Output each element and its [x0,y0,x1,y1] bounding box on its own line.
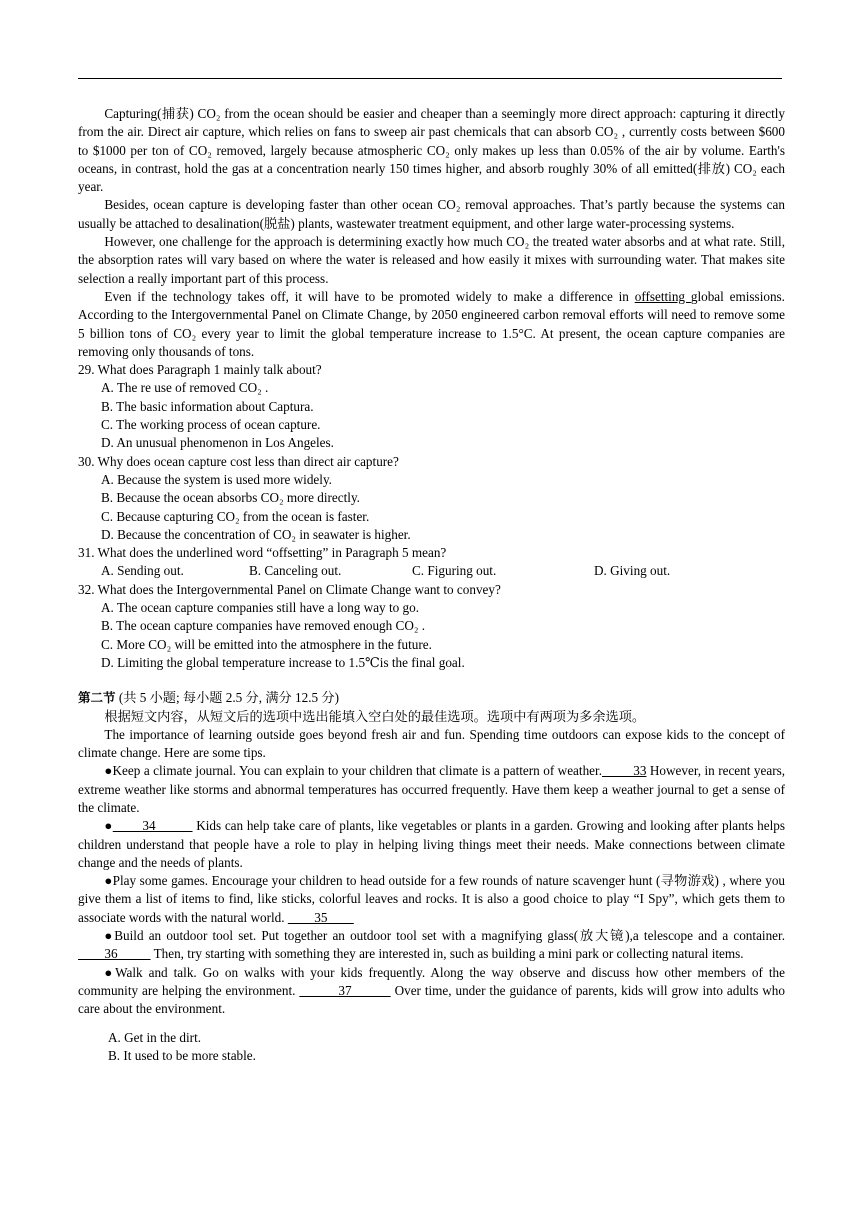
question-29-option-d: D. An unusual phenomenon in Los Angeles. [101,435,334,451]
question-31-option-c: C. Figuring out. [412,563,497,579]
tip-4 [78,927,785,964]
answer-option-b: B. It used to be more stable. [108,1047,256,1063]
section-2-instruction: 根据短文内容，从短文后的选项中选出能填入空白处的最佳选项。选项中有两项为多余选项。 [104,708,646,724]
document-body [78,105,785,1065]
question-29-option-b: B. The basic information about Captura. [101,398,314,414]
section-2-heading [78,689,785,707]
question-32-option-c: C. More CO₂ will be emitted into the atmosphere in the future. [101,636,432,652]
blank-34: 34 [112,818,193,834]
question-31-option-a: A. Sending out. [101,563,184,579]
question-31-option-b: B. Canceling out. [249,563,342,579]
blank-33: 33 [602,763,647,779]
question-30-option-c: C. Because capturing CO₂ from the ocean is faster. [101,508,370,524]
question-31-options [101,562,785,580]
passage-paragraph-3: However, one challenge for the approach is determining exactly how much CO₂ the treated water absorbs and at what rate. Still, the absorption rates will vary based on where the water is released and how easily it mixes with surrounding water. That makes site selection a really important part of this process. [78,234,785,286]
tip-1-text: ●Keep a climate journal. You can explain to your children that climate is a pattern of weather. [104,763,602,779]
answer-option-a: A. Get in the dirt. [108,1029,202,1045]
section-2-intro: The importance of learning outside goes beyond fresh air and fun. Spending time outdoors can expose kids to the concept of climate change. Here are some tips. [78,726,785,761]
blank-37: 37 [299,982,391,998]
tip-3-text: ●Play some games. Encourage your children to head outside for a few rounds of nature scavenger hunt (寻物游戏) , where you give them a list of items to find, like sticks, colorful leaves and rocks. It is also a good choice to play “I Spy”, which gets them to associate words with the natural world. [78,873,785,925]
question-32-stem: 32. What does the Intergovernmental Panel on Climate Change want to convey? [78,581,501,597]
question-30-stem: 30. Why does ocean capture cost less than direct air capture? [78,453,399,469]
section-2-scoring: (共 5 小题; 每小题 2.5 分, 满分 12.5 分) [115,690,339,706]
tip-1-text-after: However, in recent years, extreme weather like storms and abnormal temperatures has occurred frequently. Have them keep a weather journal to get a sense of the climate. [78,763,786,815]
question-29-option-a: A. The re use of removed CO₂ . [101,380,269,396]
tip-4-text-after: Then, try starting with something they are interested in, such as building a mini park or collecting natural items. [150,946,744,962]
tip-5-text-after: Over time, under the guidance of parents, kids will grow into adults who care about the environment. [78,982,785,1017]
question-30-option-d: D. Because the concentration of CO₂ in seawater is higher. [101,526,411,542]
tip-2-bullet: ● [104,818,113,834]
tip-5 [78,964,785,1019]
question-29-stem: 29. What does Paragraph 1 mainly talk about? [78,362,322,378]
tip-5-text: ●Walk and talk. Go on walks with your kids frequently. Along the way observe and discuss how other members of the community are helping the environment. [78,964,785,998]
header-rule [78,78,782,79]
passage-paragraph-2: Besides, ocean capture is developing faster than other ocean CO₂ removal approaches. That’s partly because the systems can usually be attached to desalination(脱盐) plants, wastewater treatment equipment, and other large water-processing systems. [78,197,785,231]
question-31-stem: 31. What does the underlined word “offsetting” in Paragraph 5 mean? [78,545,447,561]
tip-4-text: ●Build an outdoor tool set. Put together an outdoor tool set with a magnifying glass(放大镜),a telescope and a container. [104,928,785,944]
question-30-option-b: B. Because the ocean absorbs CO₂ more directly. [101,490,360,506]
p4-text-after: global emissions. According to the Intergovernmental Panel on Climate Change, by 2050 engineered carbon removal efforts will need to remove some 5 billion tons of CO₂ every year to limit the global temperature increase to 1.5°C. At present, the ocean capture companies are removing only thousands of tons. [78,288,785,359]
question-32-option-a: A. The ocean capture companies still have a long way to go. [101,600,419,616]
question-31-option-d: D. Giving out. [594,563,671,579]
spacer [78,1019,785,1029]
blank-36: 36 [78,946,151,962]
question-32-option-b: B. The ocean capture companies have removed enough CO₂ . [101,618,426,634]
p4-text-before: Even if the technology takes off, it will have to be promoted widely to make a difference in [104,288,635,304]
tip-3 [78,872,785,927]
question-30-option-a: A. Because the system is used more widely. [101,471,332,487]
passage-paragraph-1: Capturing(捕获) CO₂ from the ocean should be easier and cheaper than a seemingly more direct approach: capturing it directly from the air. Direct air capture, which relies on fans to sweep air past chemicals that can absorb CO₂ , currently costs between $600 to $1000 per ton of CO₂ removed, largely because atmospheric CO₂ only makes up less than 0.05% of the air by volume. Earth's oceans, in contrast, hold the gas at a concentration nearly 150 times higher, and absorb roughly 30% of all emitted(排放) CO₂ each year. [78,106,785,195]
underlined-word-offsetting: offsetting [634,288,691,304]
blank-35: 35 [287,909,354,925]
tip-2-text: Kids can help take care of plants, like vegetables or plants in a garden. Growing and looking after plants helps children understand that people have a role to play in helping living things meet their needs. Make connections between climate change and the needs of plants. [78,818,786,870]
tip-1 [78,762,785,817]
tip-2 [78,817,785,872]
question-29-option-c: C. The working process of ocean capture. [101,417,321,433]
passage-paragraph-4 [78,288,785,361]
section-2-title: 第二节 [78,690,116,706]
question-32-option-d: D. Limiting the global temperature increase to 1.5℃is the final goal. [101,654,465,670]
